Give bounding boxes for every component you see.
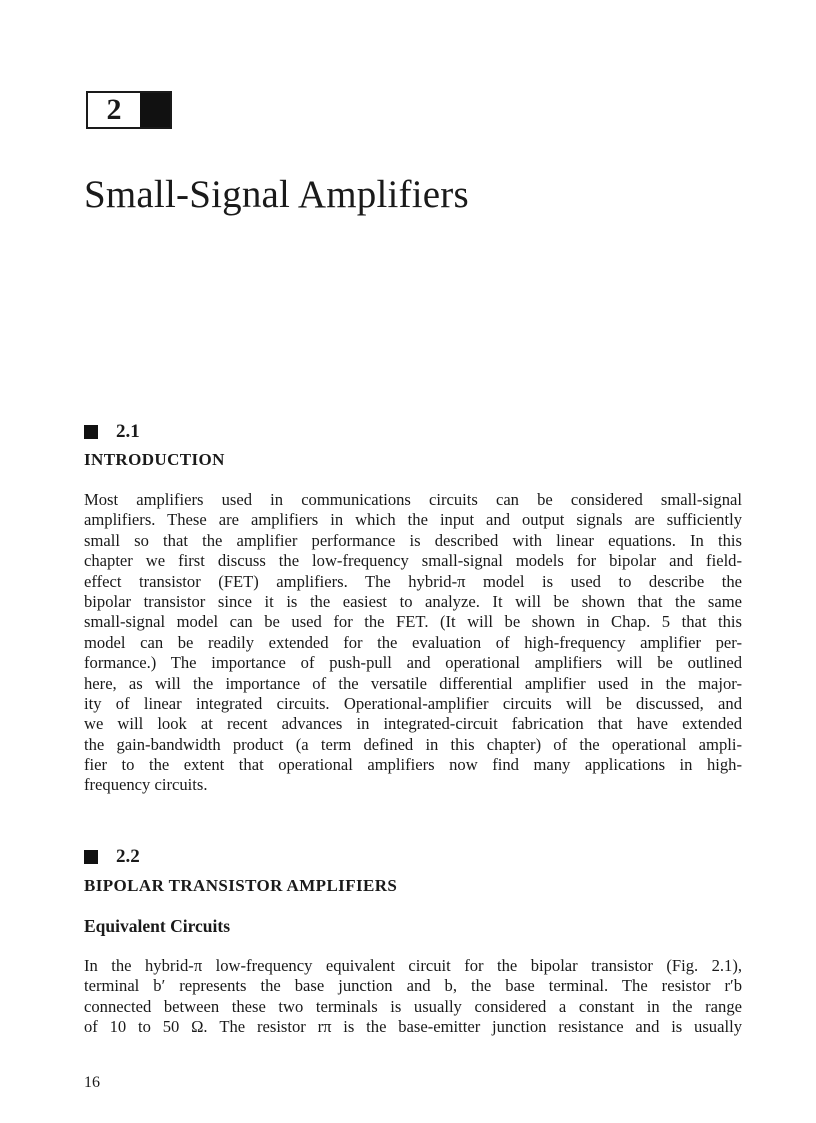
section-heading-2-2 (84, 846, 140, 868)
page-number: 16 (84, 1074, 100, 1091)
text-line: we will look at recent advances in integrated-circuit fabrication that have extended (84, 714, 742, 734)
text-line: small so that the amplifier performance is described with linear equations. In this (84, 530, 742, 550)
chapter-marker-block (140, 93, 170, 127)
section-title-bipolar-transistor-amplifiers: BIPOLAR TRANSISTOR AMPLIFIERS (84, 876, 398, 895)
text-line: In the hybrid-π low-frequency equivalent circuit for the bipolar transistor (Fig. 2.1), (84, 956, 742, 975)
text-line: small-signal model can be used for the FET. (It will be shown in Chap. 5 that this (84, 612, 742, 632)
text-line: chapter we first discuss the low-frequency small-signal models for bipolar and field- (84, 551, 742, 571)
introduction-paragraph (84, 490, 742, 796)
section-title-introduction: INTRODUCTION (84, 450, 225, 469)
chapter-number: 2 (106, 93, 122, 126)
section-square-icon (84, 425, 98, 439)
text-line: here, as will the importance of the versatile differential amplifier used in the major- (84, 673, 742, 693)
equivalent-circuits-paragraph (84, 956, 742, 1038)
text-line: Most amplifiers used in communications circuits can be considered small-signal (84, 490, 742, 509)
text-line: bipolar transistor since it is the easiest to analyze. It will be shown that the same (84, 591, 742, 611)
chapter-number-box (86, 91, 172, 129)
text-line: fier to the extent that operational amplifiers now find many applications in high- (84, 755, 742, 775)
text-line: the gain-bandwidth product (a term defined in this chapter) of the operational ampli- (84, 734, 742, 754)
text-line: model can be readily extended for the evaluation of high-frequency amplifier per- (84, 632, 742, 652)
text-line: of 10 to 50 Ω. The resistor rπ is the base-emitter junction resistance and is usually (84, 1017, 742, 1037)
text-line: formance.) The importance of push-pull and operational amplifiers will be outlined (84, 653, 742, 673)
text-line: terminal b′ represents the base junction and b, the base terminal. The resistor r′b (84, 976, 742, 996)
text-line: amplifiers. These are amplifiers in which the input and output signals are sufficiently (84, 510, 742, 530)
text-line: frequency circuits. (84, 775, 208, 795)
section-heading-2-1 (84, 421, 140, 443)
chapter-title: Small-Signal Amplifiers (84, 173, 469, 216)
section-number: 2.2 (116, 846, 140, 867)
subsection-title-equivalent-circuits: Equivalent Circuits (84, 916, 231, 936)
section-square-icon (84, 850, 98, 864)
text-line: effect transistor (FET) amplifiers. The hybrid-π model is used to describe the (84, 571, 742, 591)
text-line: connected between these two terminals is usually considered a constant in the range (84, 996, 742, 1016)
text-line: ity of linear integrated circuits. Operational-amplifier circuits will be discussed, and (84, 693, 742, 713)
section-number: 2.1 (116, 421, 140, 442)
